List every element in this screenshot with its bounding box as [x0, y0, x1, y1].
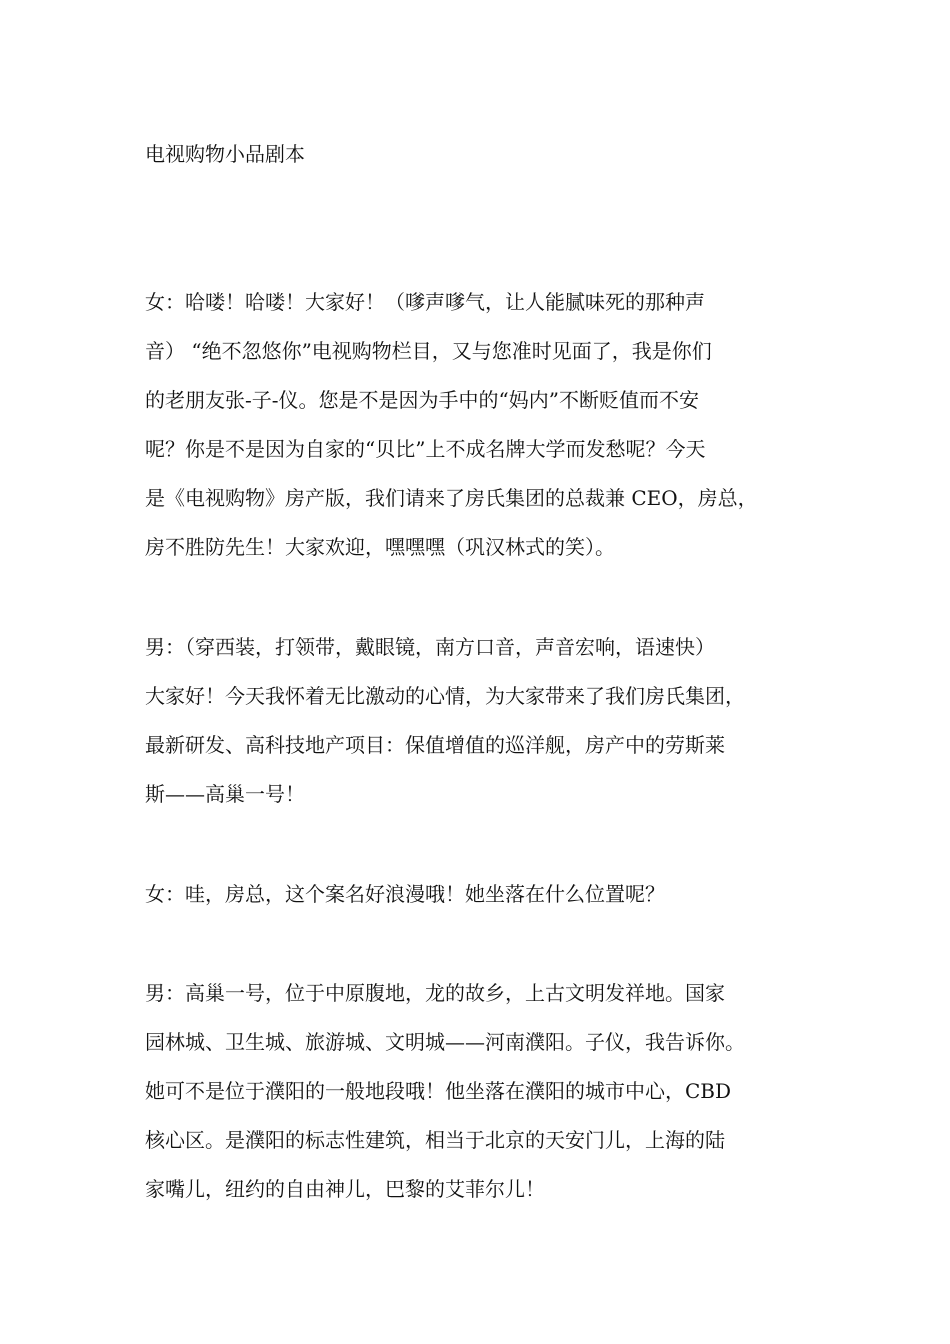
text-line: 音） “绝不忽悠你”电视购物栏目，又与您准时见面了，我是你们 [145, 339, 712, 363]
text-line: 斯——高巢一号！ [145, 782, 305, 806]
paragraph-host-intro [145, 288, 815, 582]
text-line: 男：高巢一号，位于中原腹地，龙的故乡，上古文明发祥地。国家 [145, 981, 725, 1005]
paragraph-guest-intro [145, 633, 815, 829]
text-line: 她可不是位于濮阳的一般地段哦！他坐落在濮阳的城市中心，CBD [145, 1079, 732, 1103]
text-line: 是《电视购物》房产版，我们请来了房氏集团的总裁兼 CEO，房总， [145, 486, 758, 510]
document-title: 电视购物小品剧本 [145, 142, 305, 166]
text-line: 女：哈喽！哈喽！大家好！（嗲声嗲气，让人能腻味死的那种声 [145, 290, 705, 314]
text-line: 大家好！今天我怀着无比激动的心情，为大家带来了我们房氏集团， [145, 684, 745, 708]
text-line: 女：哇，房总，这个案名好浪漫哦！她坐落在什么位置呢？ [145, 882, 665, 906]
text-line: 核心区。是濮阳的标志性建筑，相当于北京的天安门儿，上海的陆 [145, 1128, 725, 1152]
text-line: 房不胜防先生！大家欢迎，嘿嘿嘿（巩汉林式的笑）。 [145, 535, 615, 559]
text-line: 男：（穿西装，打领带，戴眼镜，南方口音，声音宏响，语速快） [145, 635, 715, 659]
text-line: 园林城、卫生城、旅游城、文明城——河南濮阳。子仪，我告诉你。 [145, 1030, 745, 1054]
paragraph-guest-location [145, 979, 815, 1224]
text-line: 呢？你是不是因为自家的“贝比”上不成名牌大学而发愁呢？今天 [145, 437, 706, 461]
text-line: 家嘴儿，纽约的自由神儿，巴黎的艾菲尔儿！ [145, 1177, 545, 1201]
text-line: 最新研发、高科技地产项目：保值增值的巡洋舰，房产中的劳斯莱 [145, 733, 725, 757]
paragraph-host-question [145, 880, 815, 929]
text-line: 的老朋友张-子-仪。您是不是因为手中的“妈内”不断贬值而不安 [145, 388, 699, 412]
